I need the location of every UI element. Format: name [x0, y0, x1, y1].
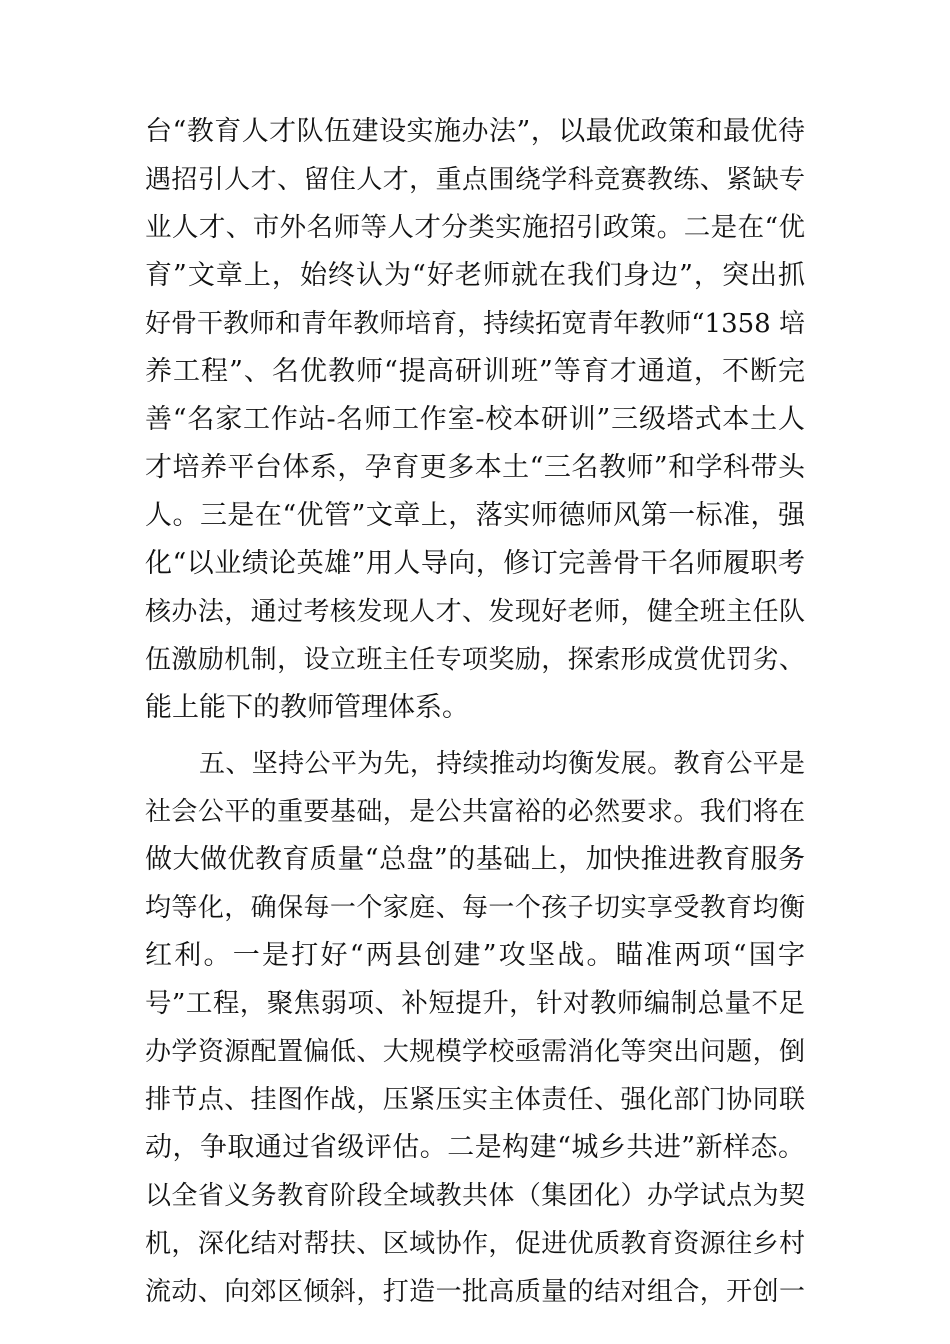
- paragraph-1-line-5: 好骨干教师和青年教师培育，持续拓宽青年教师“1358 培: [145, 309, 805, 339]
- paragraph-2-line-8: 排节点、挂图作战，压紧压实主体责任、强化部门协同联: [145, 1085, 805, 1115]
- paragraph-1-line-1: 台“教育人才队伍建设实施办法”，以最优政策和最优待: [145, 116, 805, 147]
- paragraph-1-line-2: 遇招引人才、留住人才，重点围绕学科竞赛教练、紧缺专: [145, 165, 805, 195]
- paragraph-2-line-11: 机，深化结对帮扶、区域协作，促进优质教育资源往乡村: [145, 1229, 805, 1259]
- paragraph-1-line-7: 善“名家工作站-名师工作室-校本研训”三级塔式本土人: [145, 404, 805, 435]
- paragraph-2-line-3: 做大做优教育质量“总盘”的基础上，加快推进教育服务: [145, 844, 805, 875]
- paragraph-2-line-12: 流动、向郊区倾斜，打造一批高质量的结对组合，开创一: [145, 1277, 805, 1307]
- paragraph-2-line-6: 号”工程，聚焦弱项、补短提升，针对教师编制总量不足: [145, 988, 805, 1019]
- paragraph-1-line-4: 育”文章上，始终认为“好老师就在我们身边”，突出抓: [145, 260, 805, 291]
- paragraph-1-line-11: 核办法，通过考核发现人才、发现好老师，健全班主任队: [145, 597, 805, 627]
- paragraph-2-line-7: 办学资源配置偏低、大规模学校亟需消化等突出问题，倒: [145, 1037, 805, 1067]
- paragraph-1-line-6: 养工程”、名优教师“提高研训班”等育才通道，不断完: [145, 356, 805, 387]
- paragraph-2-line-10: 以全省义务教育阶段全域教共体（集团化）办学试点为契: [145, 1181, 805, 1211]
- paragraph-2-line-9: 动，争取通过省级评估。二是构建“城乡共进”新样态。: [145, 1132, 805, 1163]
- paragraph-1-line-8: 才培养平台体系，孕育更多本土“三名教师”和学科带头: [145, 452, 805, 483]
- paragraph-1-line-12: 伍激励机制，设立班主任专项奖励，探索形成赏优罚劣、: [145, 645, 805, 675]
- paragraph-1-line-10: 化“以业绩论英雄”用人导向，修订完善骨干名师履职考: [145, 548, 805, 579]
- paragraph-2-line-5: 红利。一是打好“两县创建”攻坚战。瞄准两项“国字: [145, 940, 805, 971]
- paragraph-1-line-13: 能上能下的教师管理体系。: [145, 692, 469, 723]
- paragraph-1-line-3: 业人才、市外名师等人才分类实施招引政策。二是在“优: [145, 212, 805, 243]
- paragraph-2-line-1: 五、坚持公平为先，持续推动均衡发展。教育公平是: [199, 749, 805, 779]
- paragraph-1-line-9: 人。三是在“优管”文章上，落实师德师风第一标准，强: [145, 500, 805, 531]
- paragraph-2-line-4: 均等化，确保每一个家庭、每一个孩子切实享受教育均衡: [145, 893, 805, 923]
- paragraph-2-line-2: 社会公平的重要基础，是公共富裕的必然要求。我们将在: [145, 797, 805, 827]
